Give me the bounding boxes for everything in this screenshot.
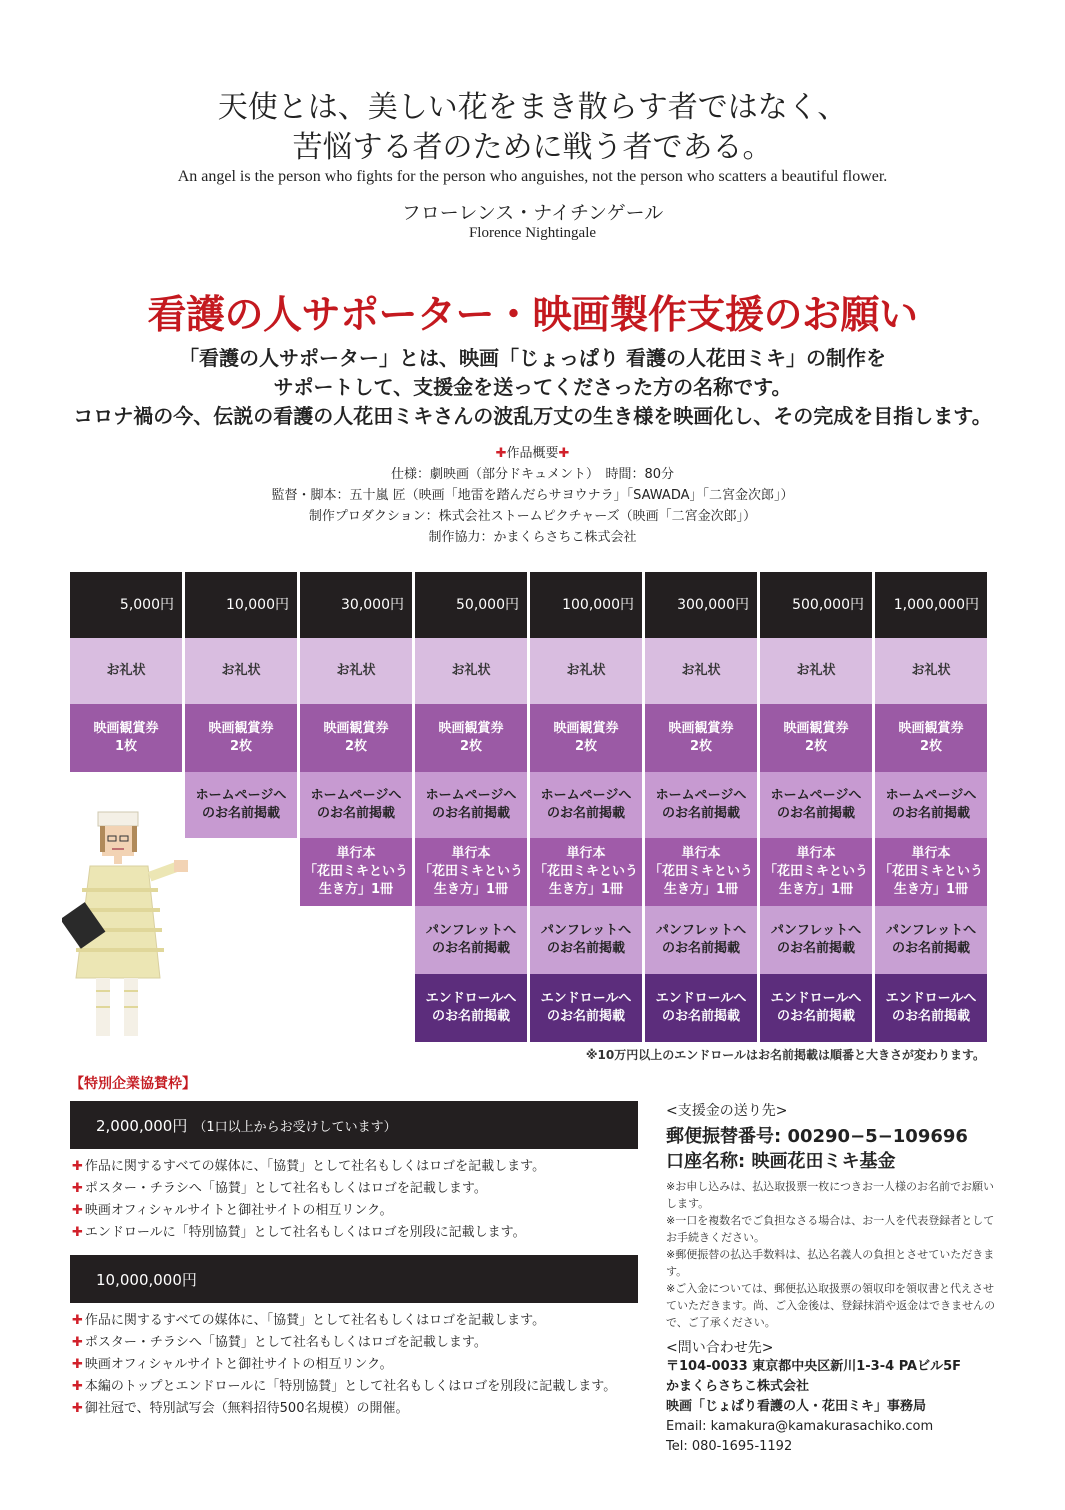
- quote-jp-line2: 苦悩する者のために戦う者である。: [292, 130, 773, 165]
- tier-reward-homepage-listing: ホームページへ のお名前掲載: [415, 772, 527, 838]
- payment-account-number: 郵便振替番号: 00290−5−109696: [666, 1126, 968, 1147]
- tier-reward-thank-you-letter: お礼状: [530, 638, 642, 704]
- cross-icon: ✚: [72, 1225, 83, 1240]
- tier-reward-endroll-listing: エンドロールへ のお名前掲載: [645, 974, 757, 1042]
- benefit-text: 本編のトップとエンドロールに「特別協賛」として社名もしくはロゴを別段に記載します。: [84, 1379, 617, 1394]
- tier-price: 30,000円: [300, 572, 412, 638]
- tier-price: 50,000円: [415, 572, 527, 638]
- overview-director: 監督・脚本：五十嵐 匠（映画「地雷を踏んだらサヨウナラ」「SAWADA」「二宮金次郎」）: [271, 488, 794, 503]
- cross-icon: ✚: [72, 1181, 83, 1196]
- tier-reward-movie-ticket: 映画観賞券 2枚: [530, 704, 642, 772]
- payment-account-name: 口座名称: 映画花田ミキ基金: [666, 1151, 896, 1172]
- special-tier2-bar: [70, 1255, 638, 1303]
- tier-reward-homepage-listing: ホームページへ のお名前掲載: [530, 772, 642, 838]
- overview-title-text: 作品概要: [506, 446, 559, 461]
- tier-reward-book: 単行本 「花田ミキという 生き方」1冊: [875, 838, 987, 906]
- tier-price: 1,000,000円: [875, 572, 987, 638]
- quote-jp-line1: 天使とは、美しい花をまき散らす者ではなく、: [217, 90, 848, 125]
- tier-column: [300, 572, 412, 906]
- intro-line3: コロナ禍の今、伝説の看護の人花田ミキさんの波乱万丈の生き様を映画化し、その完成を目指します。: [73, 404, 992, 428]
- tier-price: 10,000円: [185, 572, 297, 638]
- cross-icon: ✚: [558, 446, 570, 461]
- overview-title: [0, 444, 1065, 464]
- tier-column: [760, 572, 872, 1042]
- nurse-illustration-icon: [62, 808, 202, 1040]
- headline: 看護の人サポーター・映画製作支援のお願い: [147, 293, 918, 338]
- benefit-item: [72, 1332, 616, 1354]
- special-tier1-bar: [70, 1101, 638, 1149]
- tier-reward-homepage-listing: ホームページへ のお名前掲載: [185, 772, 297, 838]
- benefit-item: [72, 1178, 545, 1200]
- overview-cooperation: 制作協力：かまくらさちこ株式会社: [428, 530, 637, 545]
- contact-office: 映画「じょぱり看護の人・花田ミキ」事務局: [666, 1399, 927, 1414]
- tier-reward-movie-ticket: 映画観賞券 2枚: [760, 704, 872, 772]
- tier-reward-book: 単行本 「花田ミキという 生き方」1冊: [530, 838, 642, 906]
- tier-reward-movie-ticket: 映画観賞券 1枚: [70, 704, 182, 772]
- tier-reward-thank-you-letter: お礼状: [70, 638, 182, 704]
- payment-note: ※一口を複数名でご負担なさる場合は、お一人を代表登録者としてお手続きください。: [666, 1214, 995, 1244]
- benefit-item: [72, 1310, 616, 1332]
- tier-reward-homepage-listing: ホームページへ のお名前掲載: [300, 772, 412, 838]
- benefit-text: 作品に関するすべての媒体に、「協賛」として社名もしくはロゴを記載します。: [84, 1159, 546, 1174]
- tier-column: [415, 572, 527, 1042]
- benefit-item: [72, 1376, 616, 1398]
- cross-icon: ✚: [72, 1335, 83, 1350]
- contact-tel: Tel: 080-1695-1192: [666, 1439, 793, 1454]
- quote-en: An angel is the person who fights for the person who anguishes, not the person who scatters a beautiful flower.: [177, 168, 888, 185]
- benefit-item: [72, 1200, 545, 1222]
- overview-spec: 仕様：劇映画（部分ドキュメント） 時間：80分: [390, 467, 675, 482]
- cross-icon: ✚: [495, 446, 507, 461]
- special-title: 【特別企業協賛枠】: [70, 1076, 196, 1092]
- benefit-text: 御社冠で、特別試写会（無料招待500名規模）の開催。: [84, 1401, 409, 1416]
- tier-reward-thank-you-letter: お礼状: [415, 638, 527, 704]
- tier-column: [645, 572, 757, 1042]
- tier-reward-pamphlet-listing: パンフレットへ のお名前掲載: [645, 906, 757, 974]
- tier-column: [70, 572, 182, 772]
- table-note: ※10万円以上のエンドロールはお名前掲載は順番と大きさが変わります。: [585, 1048, 985, 1062]
- payment-note: ※ご入金については、郵便払込取扱票の領収印を領収書と代えさせていただきます。尚、ご入金後は、登録抹消や返金はできませんので、ご了承ください。: [666, 1282, 996, 1329]
- contact-company: かまくらさちこ株式会社: [666, 1379, 810, 1394]
- tier-reward-thank-you-letter: お礼状: [185, 638, 297, 704]
- contact-address: 〒104-0033 東京都中央区新川1-3-4 PAビル5F: [666, 1359, 962, 1374]
- tier-reward-pamphlet-listing: パンフレットへ のお名前掲載: [760, 906, 872, 974]
- tier-reward-pamphlet-listing: パンフレットへ のお名前掲載: [530, 906, 642, 974]
- benefit-text: ポスター・チラシへ「協賛」として社名もしくはロゴを記載します。: [84, 1181, 487, 1196]
- contact-email: Email: kamakura@kamakurasachiko.com: [666, 1419, 934, 1434]
- special-tier1-price: 2,000,000円: [96, 1116, 188, 1135]
- special-tier1-benefits: [72, 1156, 545, 1244]
- cross-icon: ✚: [72, 1379, 83, 1394]
- payment-section: [666, 1100, 996, 1331]
- tier-reward-homepage-listing: ホームページへ のお名前掲載: [875, 772, 987, 838]
- overview-production: 制作プロダクション：株式会社ストームピクチャーズ（映画「二宮金次郎」）: [308, 509, 757, 524]
- tier-column: [875, 572, 987, 1042]
- author-en: Florence Nightingale: [468, 225, 597, 241]
- benefit-item: [72, 1156, 545, 1178]
- tier-reward-movie-ticket: 映画観賞券 2枚: [875, 704, 987, 772]
- tier-reward-thank-you-letter: お礼状: [645, 638, 757, 704]
- payment-note: ※お申し込みは、払込取扱票一枚につきお一人様のお名前でお願いします。: [666, 1180, 994, 1210]
- tier-reward-thank-you-letter: お礼状: [760, 638, 872, 704]
- tier-price: 500,000円: [760, 572, 872, 638]
- tier-price: 100,000円: [530, 572, 642, 638]
- benefit-text: 作品に関するすべての媒体に、「協賛」として社名もしくはロゴを記載します。: [84, 1313, 546, 1328]
- tier-reward-pamphlet-listing: パンフレットへ のお名前掲載: [415, 906, 527, 974]
- special-tier2-price: 10,000,000円: [96, 1270, 197, 1289]
- tier-reward-endroll-listing: エンドロールへ のお名前掲載: [760, 974, 872, 1042]
- benefit-text: 映画オフィシャルサイトと御社サイトの相互リンク。: [84, 1357, 393, 1372]
- benefit-item: [72, 1398, 616, 1420]
- tier-reward-movie-ticket: 映画観賞券 2枚: [300, 704, 412, 772]
- tier-column: [185, 572, 297, 838]
- tier-reward-book: 単行本 「花田ミキという 生き方」1冊: [300, 838, 412, 906]
- payment-heading: <支援金の送り先>: [666, 1103, 788, 1119]
- benefit-text: 映画オフィシャルサイトと御社サイトの相互リンク。: [84, 1203, 393, 1218]
- tier-reward-homepage-listing: ホームページへ のお名前掲載: [645, 772, 757, 838]
- tier-column: [530, 572, 642, 1042]
- cross-icon: ✚: [72, 1203, 83, 1218]
- tier-reward-book: 単行本 「花田ミキという 生き方」1冊: [415, 838, 527, 906]
- tier-reward-endroll-listing: エンドロールへ のお名前掲載: [530, 974, 642, 1042]
- tier-reward-thank-you-letter: お礼状: [300, 638, 412, 704]
- benefit-text: エンドロールに「特別協賛」として社名もしくはロゴを別段に記載します。: [84, 1225, 526, 1240]
- tier-reward-homepage-listing: ホームページへ のお名前掲載: [760, 772, 872, 838]
- payment-notes: [666, 1178, 996, 1331]
- cross-icon: ✚: [72, 1357, 83, 1372]
- tier-price: 5,000円: [70, 572, 182, 638]
- cross-icon: ✚: [72, 1159, 83, 1174]
- tier-reward-endroll-listing: エンドロールへ のお名前掲載: [415, 974, 527, 1042]
- benefit-text: ポスター・チラシへ「協賛」として社名もしくはロゴを記載します。: [84, 1335, 487, 1350]
- tier-price: 300,000円: [645, 572, 757, 638]
- tier-reward-pamphlet-listing: パンフレットへ のお名前掲載: [875, 906, 987, 974]
- tier-reward-book: 単行本 「花田ミキという 生き方」1冊: [645, 838, 757, 906]
- author-jp: フローレンス・ナイチンゲール: [401, 202, 664, 224]
- cross-icon: ✚: [72, 1401, 83, 1416]
- tier-reward-movie-ticket: 映画観賞券 2枚: [415, 704, 527, 772]
- tier-reward-movie-ticket: 映画観賞券 2枚: [645, 704, 757, 772]
- tier-reward-book: 単行本 「花田ミキという 生き方」1冊: [760, 838, 872, 906]
- tier-reward-endroll-listing: エンドロールへ のお名前掲載: [875, 974, 987, 1042]
- intro-line2: サポートして、支援金を送ってくださった方の名称です。: [273, 375, 792, 399]
- tier-reward-movie-ticket: 映画観賞券 2枚: [185, 704, 297, 772]
- contact-heading: <問い合わせ先>: [666, 1340, 774, 1356]
- cross-icon: ✚: [72, 1313, 83, 1328]
- benefit-item: [72, 1222, 545, 1244]
- intro-line1: 「看護の人サポーター」とは、映画「じょっぱり 看護の人花田ミキ」の制作を: [179, 346, 886, 370]
- benefit-item: [72, 1354, 616, 1376]
- special-tier1-sub: （1口以上からお受けしています）: [193, 1119, 397, 1135]
- special-tier2-benefits: [72, 1310, 616, 1420]
- tier-reward-thank-you-letter: お礼状: [875, 638, 987, 704]
- payment-note: ※郵便振替の払込手数料は、払込名義人の負担とさせていただきます。: [666, 1248, 995, 1278]
- contact-section: [666, 1337, 996, 1457]
